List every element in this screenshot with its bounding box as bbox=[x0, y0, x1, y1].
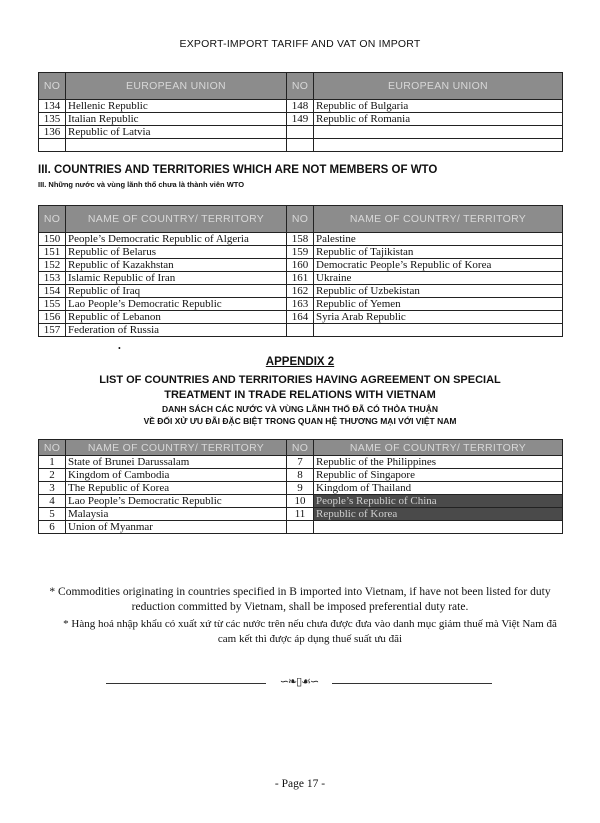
non-wto-table-body bbox=[39, 233, 563, 337]
cell-country: Palestine bbox=[314, 233, 563, 246]
table-row bbox=[39, 311, 563, 324]
appendix-heading-line: TREATMENT IN TRADE RELATIONS WITH VIETNAM bbox=[164, 389, 436, 401]
table-row bbox=[39, 456, 563, 469]
cell-country: Republic of Yemen bbox=[314, 298, 563, 311]
cell-number: 151 bbox=[39, 246, 66, 259]
col-name-header: NAME OF COUNTRY/ TERRITORY bbox=[314, 206, 563, 233]
col-name-header: NAME OF COUNTRY/ TERRITORY bbox=[66, 440, 287, 456]
cell-country bbox=[314, 521, 563, 534]
col-no-header: NO bbox=[287, 206, 314, 233]
cell-country: Republic of Belarus bbox=[66, 246, 287, 259]
table-header-row bbox=[39, 440, 563, 456]
cell-country: Republic of Uzbekistan bbox=[314, 285, 563, 298]
cell-number: 154 bbox=[39, 285, 66, 298]
section-subtitle: III. Những nước và vùng lãnh thổ chưa là thành viên WTO bbox=[38, 180, 245, 189]
cell-country bbox=[66, 139, 287, 152]
cell-country: People’s Republic of China bbox=[314, 495, 563, 508]
cell-country: Kingdom of Thailand bbox=[314, 482, 563, 495]
cell-number: 155 bbox=[39, 298, 66, 311]
cell-number: 152 bbox=[39, 259, 66, 272]
cell-number: 5 bbox=[39, 508, 66, 521]
cell-country: Republic of Tajikistan bbox=[314, 246, 563, 259]
table-row bbox=[39, 139, 563, 152]
cell-number bbox=[287, 126, 314, 139]
cell-country: Democratic People’s Republic of Korea bbox=[314, 259, 563, 272]
table-row bbox=[39, 482, 563, 495]
cell-country: Republic of Lebanon bbox=[66, 311, 287, 324]
cell-country: Republic of the Philippines bbox=[314, 456, 563, 469]
table-row bbox=[39, 272, 563, 285]
cell-number: 135 bbox=[39, 113, 66, 126]
cell-country: Republic of Kazakhstan bbox=[66, 259, 287, 272]
table-row bbox=[39, 298, 563, 311]
table-row bbox=[39, 495, 563, 508]
table-header-row bbox=[39, 206, 563, 233]
col-no-header: NO bbox=[39, 440, 66, 456]
table-row bbox=[39, 521, 563, 534]
book-ornament-icon: ∽❧▯☙∽ bbox=[279, 676, 319, 688]
cell-number: 153 bbox=[39, 272, 66, 285]
cell-number: 6 bbox=[39, 521, 66, 534]
cell-country: Lao People’s Democratic Republic bbox=[66, 298, 287, 311]
cell-country: Republic of Romania bbox=[314, 113, 563, 126]
col-no-header: NO bbox=[39, 73, 66, 100]
col-name-header: EUROPEAN UNION bbox=[314, 73, 563, 100]
cell-number: 148 bbox=[287, 100, 314, 113]
cell-country: Republic of Singapore bbox=[314, 469, 563, 482]
col-name-header: EUROPEAN UNION bbox=[66, 73, 287, 100]
page-number: - Page 17 - bbox=[274, 778, 326, 790]
col-no-header: NO bbox=[287, 73, 314, 100]
cell-country: Italian Republic bbox=[66, 113, 287, 126]
page-header: EXPORT-IMPORT TARIFF AND VAT ON IMPORT bbox=[179, 38, 421, 50]
eu-table-body bbox=[39, 100, 563, 152]
cell-country bbox=[314, 324, 563, 337]
cell-country: Ukraine bbox=[314, 272, 563, 285]
cell-country: Islamic Republic of Iran bbox=[66, 272, 287, 285]
cell-number: 3 bbox=[39, 482, 66, 495]
cell-country: Republic of Latvia bbox=[66, 126, 287, 139]
cell-country bbox=[314, 126, 563, 139]
cell-country: Republic of Iraq bbox=[66, 285, 287, 298]
cell-country: The Republic of Korea bbox=[66, 482, 287, 495]
cell-country: Union of Myanmar bbox=[66, 521, 287, 534]
appendix-vn-line: DANH SÁCH CÁC NƯỚC VÀ VÙNG LÃNH THỔ ĐÃ CÓ THỎA THUẬN bbox=[161, 404, 439, 414]
appendix-title: APPENDIX 2 bbox=[265, 356, 335, 368]
note-english: * Commodities originating in countries specified in B imported into Vietnam, if have not been listed for duty reduction committed by Vietnam, shall be imposed preferential duty rate. bbox=[49, 586, 551, 613]
table-row bbox=[39, 469, 563, 482]
cell-country: Syria Arab Republic bbox=[314, 311, 563, 324]
appendix-heading-line: LIST OF COUNTRIES AND TERRITORIES HAVING AGREEMENT ON SPECIAL bbox=[99, 374, 501, 386]
cell-country: Hellenic Republic bbox=[66, 100, 287, 113]
col-no-header: NO bbox=[287, 440, 314, 456]
cell-number: 1 bbox=[39, 456, 66, 469]
cell-number: 149 bbox=[287, 113, 314, 126]
appendix-vn-heading bbox=[0, 403, 600, 427]
section-title: III. COUNTRIES AND TERRITORIES WHICH ARE NOT MEMBERS OF WTO bbox=[38, 164, 438, 176]
table-row bbox=[39, 100, 563, 113]
col-no-header: NO bbox=[39, 206, 66, 233]
cell-country: Republic of Bulgaria bbox=[314, 100, 563, 113]
cell-number: 162 bbox=[287, 285, 314, 298]
table-row bbox=[39, 285, 563, 298]
cell-country: Malaysia bbox=[66, 508, 287, 521]
table-row bbox=[39, 113, 563, 126]
cell-number: 157 bbox=[39, 324, 66, 337]
cell-number bbox=[39, 139, 66, 152]
cell-number: 11 bbox=[287, 508, 314, 521]
cell-country: Lao People’s Democratic Republic bbox=[66, 495, 287, 508]
ornament-divider bbox=[106, 676, 492, 689]
col-name-header: NAME OF COUNTRY/ TERRITORY bbox=[66, 206, 287, 233]
cell-number: 150 bbox=[39, 233, 66, 246]
eu-table bbox=[38, 72, 563, 152]
table-row bbox=[39, 233, 563, 246]
cell-country: Federation of Russia bbox=[66, 324, 287, 337]
cell-country: State of Brunei Darussalam bbox=[66, 456, 287, 469]
cell-number: 2 bbox=[39, 469, 66, 482]
cell-number bbox=[287, 521, 314, 534]
divider-rule bbox=[106, 683, 266, 684]
table-row bbox=[39, 508, 563, 521]
cell-number: 156 bbox=[39, 311, 66, 324]
cell-number: 4 bbox=[39, 495, 66, 508]
cell-country: People’s Democratic Republic of Algeria bbox=[66, 233, 287, 246]
appendix-vn-line: VỀ ĐỐI XỬ ƯU ĐÃI ĐẶC BIỆT TRONG QUAN HỆ THƯƠNG MẠI VỚI VIỆT NAM bbox=[143, 416, 457, 426]
stray-dot: • bbox=[118, 344, 121, 353]
cell-number: 7 bbox=[287, 456, 314, 469]
cell-number: 160 bbox=[287, 259, 314, 272]
cell-country: Republic of Korea bbox=[314, 508, 563, 521]
cell-number: 164 bbox=[287, 311, 314, 324]
appendix-heading bbox=[0, 373, 600, 403]
special-table-body bbox=[39, 456, 563, 534]
note-vietnamese: * Hàng hoá nhập khẩu có xuất xứ từ các nước trên nếu chưa được đưa vào danh mục giảm thuế mà Việt Nam đã cam kết thì được áp dụng thuế suất ưu đãi bbox=[63, 618, 557, 645]
cell-number: 158 bbox=[287, 233, 314, 246]
non-wto-table bbox=[38, 205, 563, 337]
table-header-row bbox=[39, 73, 563, 100]
cell-country bbox=[314, 139, 563, 152]
cell-number: 9 bbox=[287, 482, 314, 495]
cell-number: 8 bbox=[287, 469, 314, 482]
table-row bbox=[39, 246, 563, 259]
cell-country: Kingdom of Cambodia bbox=[66, 469, 287, 482]
col-name-header: NAME OF COUNTRY/ TERRITORY bbox=[314, 440, 563, 456]
cell-number: 134 bbox=[39, 100, 66, 113]
cell-number: 159 bbox=[287, 246, 314, 259]
table-row bbox=[39, 324, 563, 337]
cell-number bbox=[287, 324, 314, 337]
cell-number: 163 bbox=[287, 298, 314, 311]
table-row bbox=[39, 126, 563, 139]
cell-number: 136 bbox=[39, 126, 66, 139]
cell-number: 10 bbox=[287, 495, 314, 508]
cell-number: 161 bbox=[287, 272, 314, 285]
table-row bbox=[39, 259, 563, 272]
cell-number bbox=[287, 139, 314, 152]
divider-rule bbox=[332, 683, 492, 684]
special-treatment-table bbox=[38, 439, 563, 534]
